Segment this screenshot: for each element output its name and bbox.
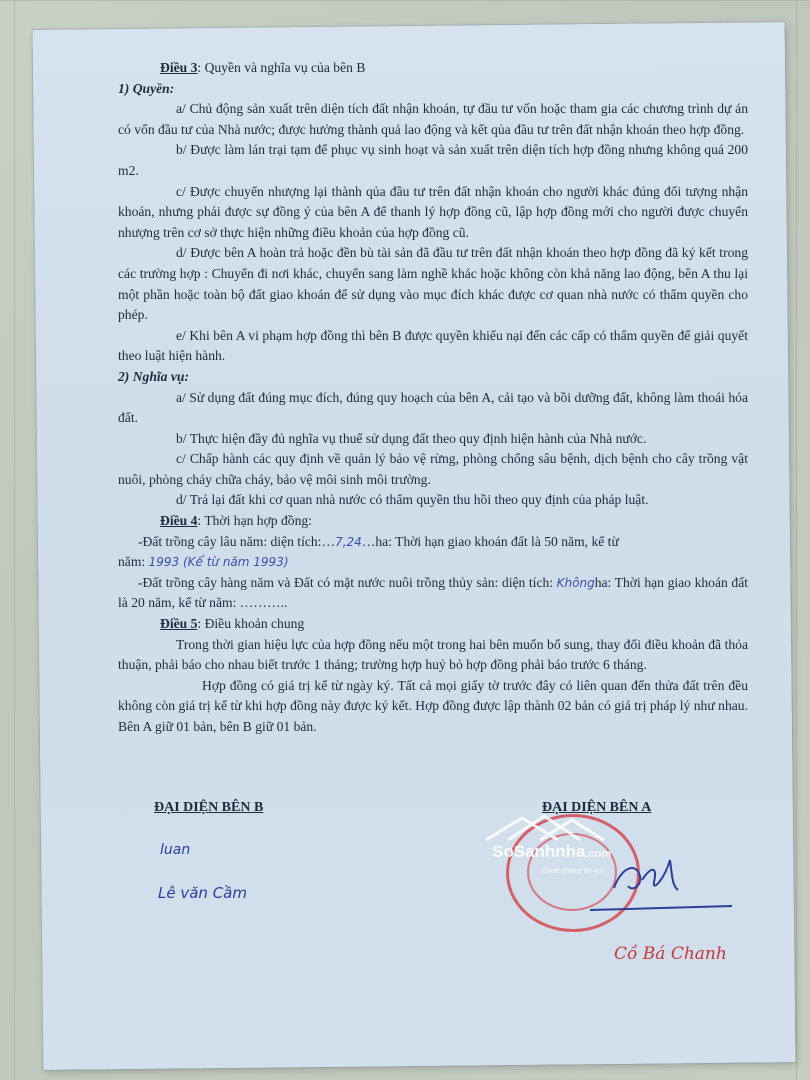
house-logo-icon bbox=[482, 812, 622, 846]
area-handwritten: 7,24 bbox=[335, 534, 362, 549]
article-3-heading bbox=[160, 58, 748, 79]
party-a-label: ĐẠI DIỆN BÊN A bbox=[542, 800, 652, 815]
party-b-signature: luan bbox=[160, 842, 191, 858]
duties-item-a: a/ Sử dụng đất đúng mục đích, đúng quy hoạch của bên A, cải tạo và bồi dưỡng đất, không làm thoái hóa đất. bbox=[118, 389, 748, 426]
article-4-line-2-text: năm: bbox=[118, 554, 149, 570]
document-body bbox=[118, 58, 748, 738]
article-5-heading bbox=[160, 614, 748, 635]
article-4-title-rest: : Thời hạn hợp đồng: bbox=[197, 513, 312, 529]
article-4-heading bbox=[160, 511, 748, 532]
year-handwritten: 1993 (Kể từ năm 1993) bbox=[148, 555, 289, 570]
article-4-line-1-text: -Đất trồng cây lâu năm: diện tích:… bbox=[138, 533, 336, 549]
party-a-name: Cồ Bá Chanh bbox=[614, 944, 727, 964]
article-5-title: Điều 5 bbox=[160, 616, 198, 632]
rights-item-e: e/ Khi bên A vi phạm hợp đồng thì bên B được quyền khiếu nại đến các cấp có thẩm quyền để giải quyết theo luật hiện hành. bbox=[118, 327, 748, 364]
watermark-domain: .com bbox=[585, 848, 612, 860]
article-4-line-3-text: -Đất trồng cây hàng năm và Đất có mặt nước nuôi trồng thủy sản: diện tích: bbox=[138, 574, 557, 590]
party-b-name: Lê văn Cầm bbox=[158, 884, 247, 902]
party-b-label: ĐẠI DIỆN BÊN B bbox=[154, 800, 264, 815]
watermark-brand bbox=[492, 842, 611, 862]
floor-tile-seam bbox=[14, 0, 15, 1080]
article-4-title: Điều 4 bbox=[160, 513, 198, 529]
watermark bbox=[482, 812, 622, 880]
watermark-tagline: Great choice for you bbox=[542, 868, 606, 875]
annual-area-handwritten: Không bbox=[556, 575, 595, 590]
floor-tile-seam bbox=[0, 0, 810, 1]
duties-item-d: d/ Trả lại đất khi cơ quan nhà nước có thẩm quyền thu hồi theo quy định của pháp luật. bbox=[176, 492, 649, 508]
article-5-title-rest: : Điều khoản chung bbox=[197, 616, 305, 632]
duties-heading: 2) Nghĩa vụ: bbox=[118, 368, 189, 384]
article-4-line-1 bbox=[118, 532, 748, 553]
floor-tile-seam bbox=[796, 0, 797, 1080]
article-4-line-2 bbox=[118, 552, 748, 573]
article-4-line-3-tail: ha: Thời hạn giao khoán đất là 20 năm, kể từ năm: ……….. bbox=[118, 574, 748, 611]
article-3-title: Điều 3 bbox=[160, 60, 198, 75]
duties-item-b: b/ Thực hiện đầy đủ nghĩa vụ thuế sử dụng đất theo quy định hiện hành của Nhà nước. bbox=[176, 430, 647, 446]
duties-item-c: c/ Chấp hành các quy định về quản lý bảo vệ rừng, phòng chống sâu bệnh, dịch bệnh cho cây trồng vật nuôi, phòng cháy chữa cháy, bảo vệ môi sinh môi trường. bbox=[118, 451, 748, 487]
watermark-brand-name: SoSanhnha bbox=[492, 842, 586, 861]
rights-item-c: c/ Được chuyển nhượng lại thành qủa đầu tư trên đất nhận khoán cho người khác đúng đối tượng nhận khoán, nhưng phải được sự đồng ý của bên A để thanh lý hợp đồng cũ, lập hợp đồng mới cho người được chuyển nhượng trên cơ sở thực hiện những điều khoản của hợp đồng cũ. bbox=[118, 183, 748, 240]
article-5-para-1: Trong thời gian hiệu lực của hợp đồng nếu một trong hai bên muốn bổ sung, thay đổi điều khoản đã thỏa thuận, phải báo cho nhau biết trước 1 tháng; trường hợp huỷ bỏ hợp đồng phải báo trước 6 tháng. bbox=[118, 636, 748, 673]
article-4-line-3 bbox=[118, 573, 748, 614]
article-3-title-rest: : Quyền và nghĩa vụ của bên B bbox=[197, 60, 366, 75]
rights-item-b: b/ Được làm lán trại tạm để phục vụ sinh hoạt và sản xuất trên diện tích hợp đồng nhưng không quá 200 m2. bbox=[118, 142, 748, 178]
rights-item-d: d/ Được bên A hoàn trả hoặc đền bù tài sản đã đầu tư trên đất nhận khoán theo hợp đồng đã ký kết trong các trường hợp : Chuyển đi nơi khác, chuyển sang làm nghề khác hoặc không còn khả năng lao động, bên A thu lại một phần hoặc toàn bộ đất giao khoán để sử dụng vào mục đích khác được cơ quan nhà nước có thẩm quyền cho phép. bbox=[118, 245, 748, 323]
rights-item-a: a/ Chủ động sản xuất trên diện tích đất nhận khoán, tự đầu tư vốn hoặc tham gia các chương trình dự án có vốn đầu tư của Nhà nước; được hưởng thành quả lao động và kết qủa đầu tư trên đất nhận khoán theo hợp đồng. bbox=[118, 101, 748, 137]
article-4-line-1-tail: …ha: Thời hạn giao khoán đất là 50 năm, kể từ bbox=[361, 533, 619, 549]
article-5-para-2: Hợp đồng có giá trị kể từ ngày ký. Tất cả mọi giấy tờ trước đây có liên quan đến thửa đất trên đều không còn giá trị kể từ khi hợp đồng này được ký kết. Hợp đồng được lập thành 02 bản có giá trị pháp lý như nhau. Bên A giữ 01 bản, bên B giữ 01 bản. bbox=[118, 677, 748, 734]
rights-heading: 1) Quyền: bbox=[118, 80, 175, 96]
